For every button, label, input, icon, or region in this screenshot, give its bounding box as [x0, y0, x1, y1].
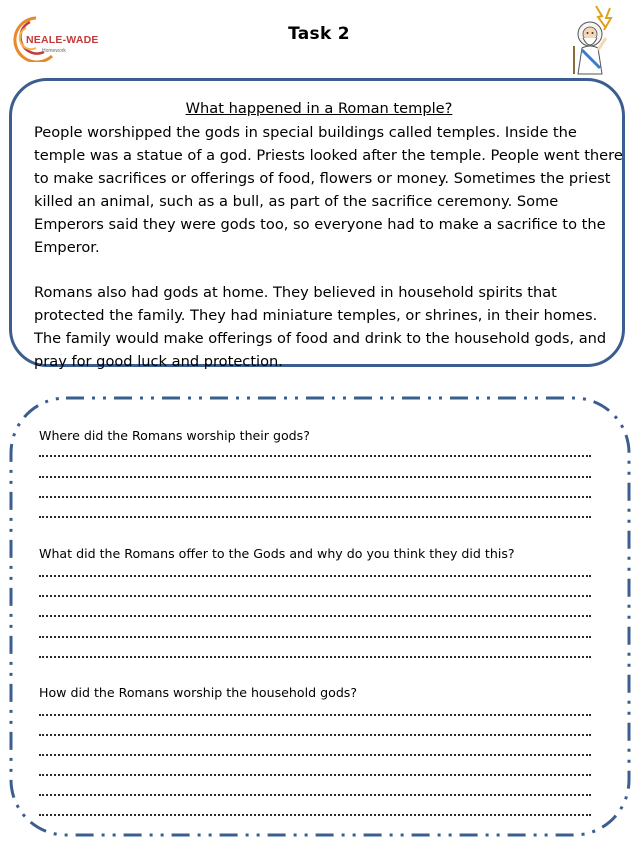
answer-line[interactable]: [39, 455, 591, 457]
info-heading: What happened in a Roman temple?: [185, 100, 453, 117]
info-paragraph-1: People worshipped the gods in special buildings called temples. Inside the temple was a statue of a god. Priests looked after the temple. People went there to make sacrifices or offerings of food, flowers or money. Sometimes the priest killed an animal, such as a bull, as part of the sacrifice ceremony. Some Emperors said they were gods too, so everyone had to make a sacrifice to the Emperor.: [34, 124, 623, 256]
answer-line[interactable]: [39, 496, 591, 498]
answer-line[interactable]: [39, 615, 591, 617]
info-paragraph-2: Romans also had gods at home. They believed in household spirits that protected the family. They had miniature temples, or shrines, in their homes. The family would make offerings of food and drink to the household gods, and pray for good luck and protection.: [34, 284, 607, 370]
logo-subtitle: Homework: [42, 48, 66, 54]
question-2: What did the Romans offer to the Gods and why do you think they did this?: [39, 546, 515, 561]
answer-line[interactable]: [39, 516, 591, 518]
answer-line[interactable]: [39, 575, 591, 577]
answer-line[interactable]: [39, 656, 591, 658]
answer-line[interactable]: [39, 636, 591, 638]
roman-god-illustration: [566, 4, 632, 76]
answer-line[interactable]: [39, 595, 591, 597]
answer-line[interactable]: [39, 476, 591, 478]
answer-line[interactable]: [39, 734, 591, 736]
page-title: Task 2: [288, 24, 350, 44]
question-1: Where did the Romans worship their gods?: [39, 428, 310, 443]
answer-line[interactable]: [39, 714, 591, 716]
answer-line[interactable]: [39, 754, 591, 756]
answer-line[interactable]: [39, 794, 591, 796]
logo-name: NEALE-WADE: [26, 34, 99, 46]
question-3: How did the Romans worship the household gods?: [39, 685, 358, 700]
answer-line[interactable]: [39, 774, 591, 776]
answer-line[interactable]: [39, 814, 591, 816]
